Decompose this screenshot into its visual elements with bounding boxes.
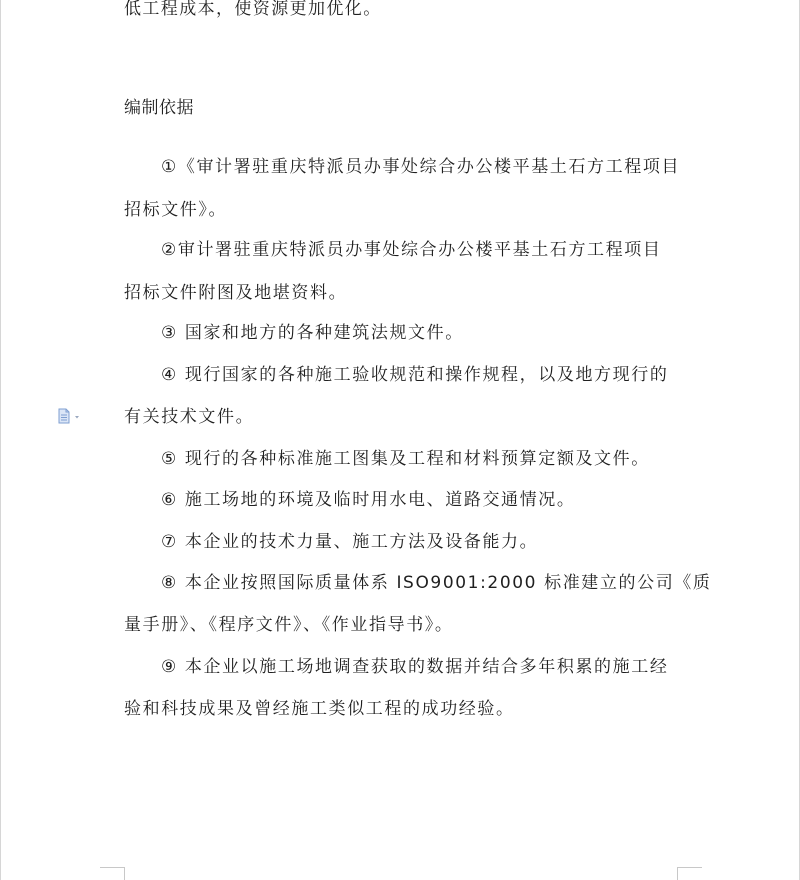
item-4-line-1: ④ 现行国家的各种施工验收规范和操作规程，以及地方现行的 — [161, 365, 669, 385]
item-2-line-2: 招标文件附图及地堪资料。 — [124, 283, 348, 303]
item-3-line-1: ③ 国家和地方的各种建筑法规文件。 — [161, 323, 464, 343]
page-corner-mark-right — [677, 867, 702, 880]
item-7-line-1: ⑦ 本企业的技术力量、施工方法及设备能力。 — [161, 532, 539, 552]
item-5-line-1: ⑤ 现行的各种标准施工图集及工程和材料预算定额及文件。 — [161, 449, 650, 469]
intro-tail-text: 低工程成本，使资源更加优化。 — [124, 0, 382, 19]
item-1-line-2: 招标文件》。 — [124, 200, 228, 220]
paragraph-menu-icon — [57, 408, 83, 424]
section-heading: 编制依据 — [124, 98, 194, 118]
item-9-line-1: ⑨ 本企业以施工场地调查获取的数据并结合多年积累的施工经 — [161, 657, 669, 677]
item-4-line-2: 有关技术文件。 — [124, 407, 255, 427]
item-8-line-2: 量手册》、《程序文件》、《作业指导书》。 — [124, 615, 454, 635]
document-paragraph-icon[interactable] — [57, 408, 83, 424]
item-6-line-1: ⑥ 施工场地的环境及临时用水电、道路交通情况。 — [161, 490, 576, 510]
item-1-line-1: ①《审计署驻重庆特派员办事处综合办公楼平基土石方工程项目 — [161, 157, 681, 177]
item-9-line-2: 验和科技成果及曾经施工类似工程的成功经验。 — [124, 699, 515, 719]
item-8-line-1: ⑧ 本企业按照国际质量体系 ISO9001:2000 标准建立的公司《质 — [161, 573, 712, 593]
chevron-down-icon — [75, 416, 79, 419]
item-2-line-1: ②审计署驻重庆特派员办事处综合办公楼平基土石方工程项目 — [161, 240, 662, 260]
page-corner-mark-left — [100, 867, 125, 880]
